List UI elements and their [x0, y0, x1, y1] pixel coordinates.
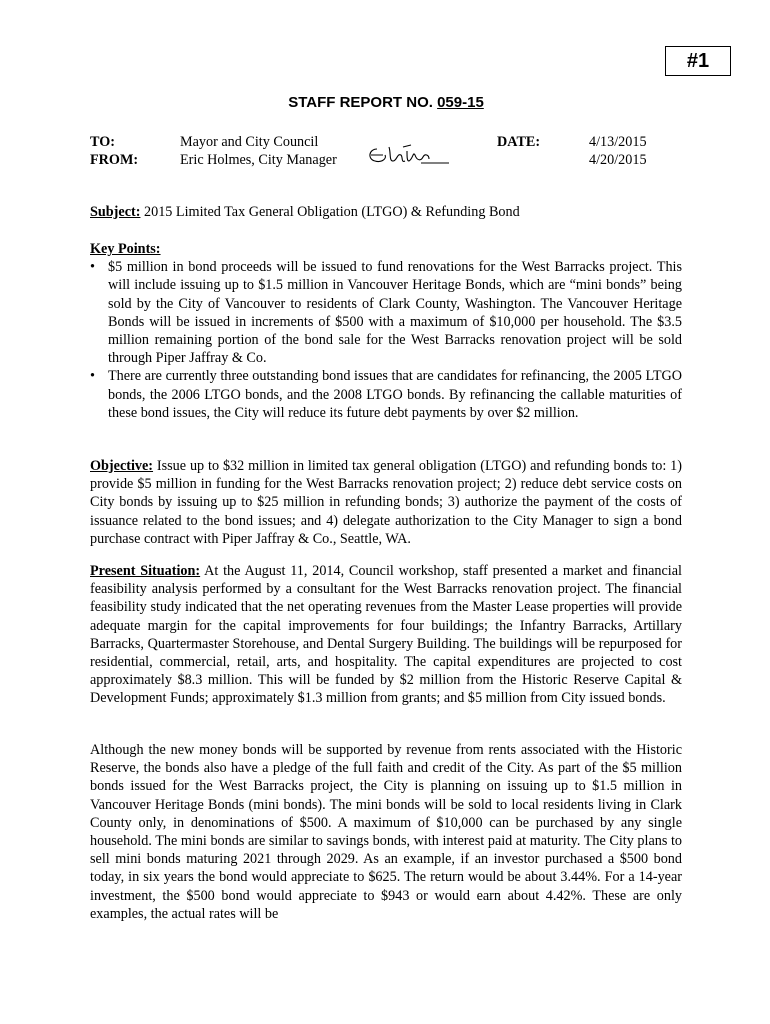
key-point-text: $5 million in bond proceeds will be issued to fund renovations for the West Barracks project. This will include issuing up to $1.5 million in Vancouver Heritage Bonds, which are “mini bonds” being sold by the City of Vancouver to residents of Clark County, Washington. The Vancouver Heritage Bonds will be issued in increments of $500 with a maximum of $10,000 per household. The $3.5 million remaining portion of the bond sale for the West Barracks renovation project will be sold through Piper Jaffray & Co.: [108, 259, 682, 367]
bullet-icon: •: [90, 368, 95, 385]
subject-label: Subject:: [90, 204, 141, 220]
key-points-section: [90, 240, 682, 422]
present-situation-text: At the August 11, 2014, Council workshop, staff presented a market and financial feasibility analysis performed by a consultant for the West Barracks renovation project. The financial feasibility study indicated that the net operating revenues from the Master Lease properties will provide adequate margin for the capital improvements for four buildings; the Infantry Barracks, Artillary Barracks, Quartermaster Storehouse, and Dental Surgery Building. The buildings will be repurposed for residential, commercial, retail, arts, and hospitality. The capital expenditures are projected to cost approximately $8.3 million. This will be funded by $2 million from the Historic Reserve Capital & Development Funds; approximately $1.3 million from grants; and $5 million from City issued bonds.: [90, 563, 682, 707]
signature-image: [363, 141, 453, 171]
key-points-list: [90, 258, 682, 422]
list-item: [90, 258, 682, 367]
key-points-label: Key Points:: [90, 241, 161, 257]
report-number: 059-15: [437, 94, 484, 111]
body-paragraph: [90, 741, 682, 923]
date-1: 4/13/2015: [589, 134, 647, 150]
subject-text: 2015 Limited Tax General Obligation (LTGO) & Refunding Bond: [140, 204, 520, 220]
key-point-text: There are currently three outstanding bond issues that are candidates for refinancing, the 2005 LTGO bonds, the 2006 LTGO bonds, and the 2008 LTGO bonds. By refinancing the callable maturities of these bond issues, the City will reduce its future debt payments by over $2 million.: [108, 368, 682, 421]
bullet-icon: •: [90, 259, 95, 276]
title-prefix: STAFF REPORT NO.: [288, 94, 438, 111]
present-situation-section: [90, 562, 682, 708]
subject-line: [90, 203, 682, 221]
report-title: [90, 94, 682, 112]
date-label: DATE:: [497, 134, 541, 150]
page-number-badge: #1: [665, 46, 731, 76]
from-value: Eric Holmes, City Manager: [180, 152, 337, 168]
objective-text: Issue up to $32 million in limited tax general obligation (LTGO) and refunding bonds to: 1) provide $5 million in funding for the West Barracks renovation project; 2) reduce debt service costs on City bonds by issuing up to $25 million in refunding bonds; 3) authorize the payment of the costs of issuance related to the bond issues; and 4) delegate authorization to the City Manager to sign a bond purchase contract with Piper Jaffray & Co., Seattle, WA.: [90, 458, 682, 547]
date-2: 4/20/2015: [589, 152, 647, 168]
from-label: FROM:: [90, 152, 139, 168]
present-situation-label: Present Situation:: [90, 563, 201, 579]
to-value: Mayor and City Council: [180, 134, 319, 150]
to-label: TO:: [90, 134, 115, 150]
paragraph-text: Although the new money bonds will be supported by revenue from rents associated with the Historic Reserve, the bonds also have a pledge of the full faith and credit of the City. As part of the $5 million bonds issued for the West Barracks project, the City is planning on issuing up to $1.5 million in Vancouver Heritage Bonds (mini bonds). The mini bonds will be sold to local residents living in Clark County only, in denominations of $500. A maximum of $10,000 can be purchased by any single household. The mini bonds are similar to savings bonds, with interest paid at maturity. The City plans to sell mini bonds maturing 2021 through 2029. As an example, if an investor purchased a $500 bond today, in six years the bond would appreciate to $625. The return would be about 3.44%. For a 14-year investment, the $500 bond would appreciate to $943 or would earn about 4.42%. These are only examples, the actual rates will be: [90, 742, 682, 922]
objective-label: Objective:: [90, 458, 154, 474]
objective-section: [90, 457, 682, 548]
list-item: [90, 367, 682, 422]
